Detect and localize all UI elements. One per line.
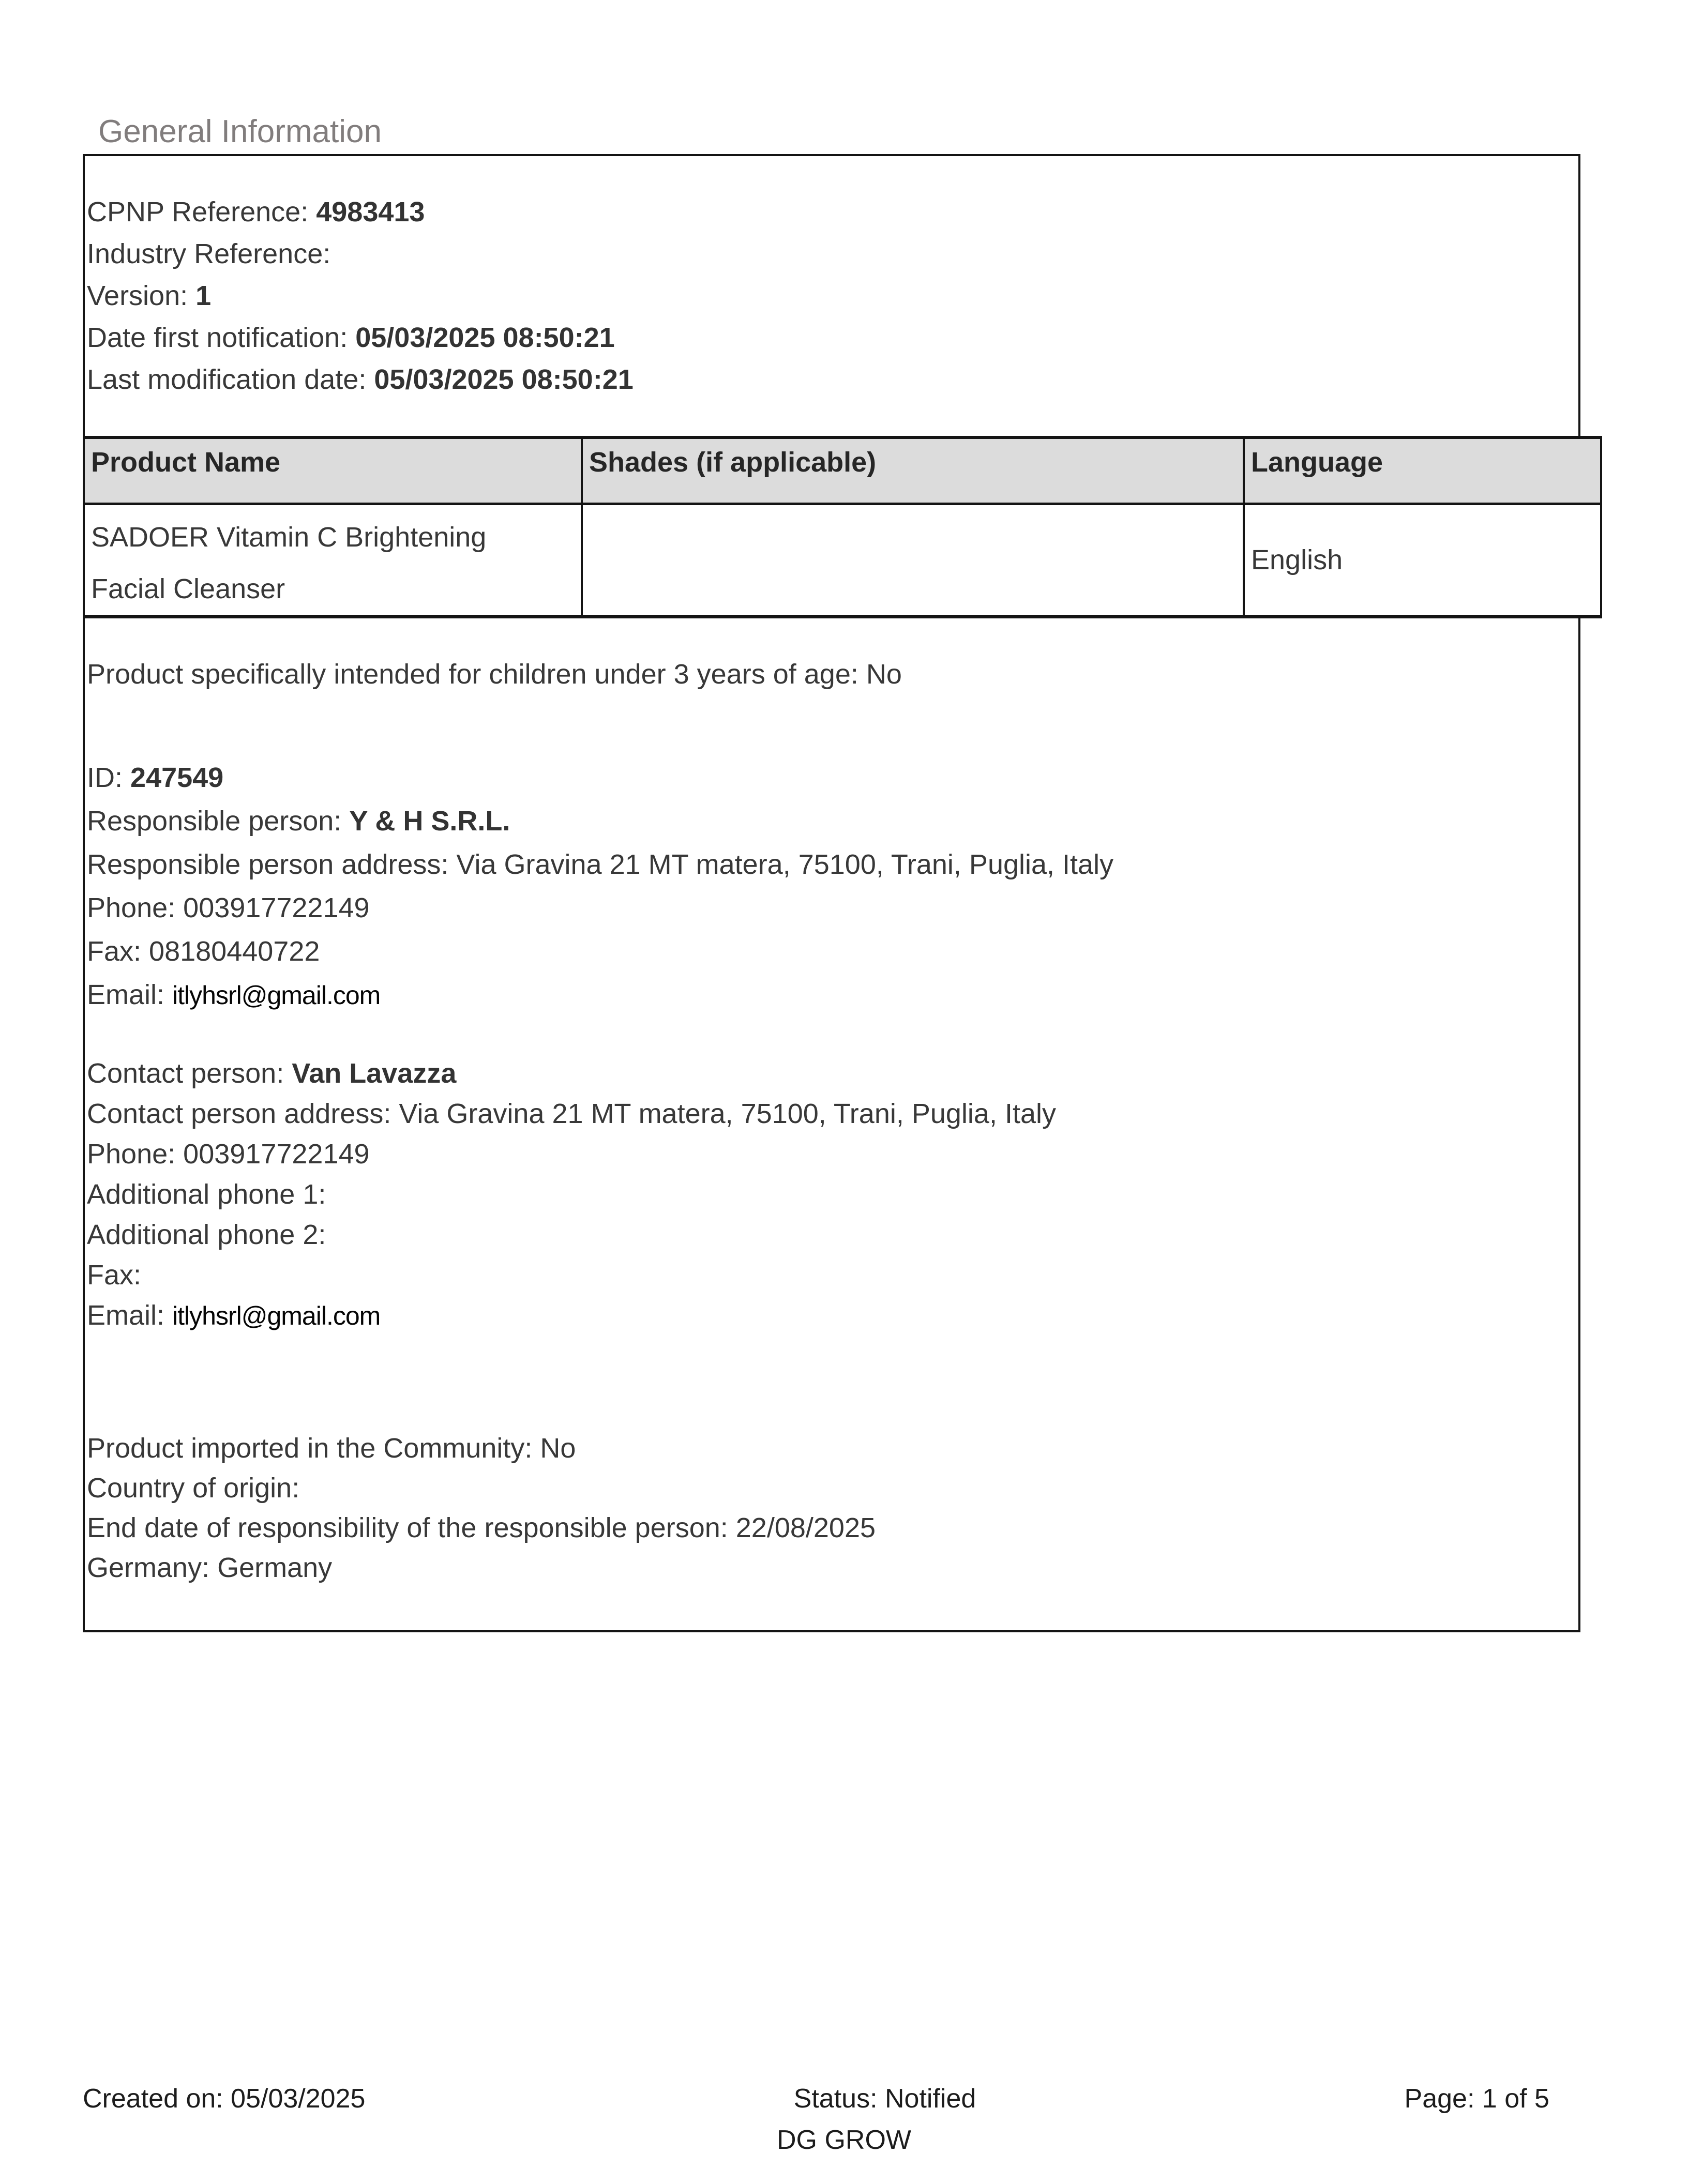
field-industry-reference [87, 233, 634, 275]
contact-person-block [87, 1053, 1056, 1336]
field-email [87, 973, 1113, 1017]
field-label: Fax: [87, 936, 149, 967]
footer-created-on: Created on: 05/03/2025 [83, 2084, 366, 2114]
field-value: Y & H S.R.L. [349, 806, 510, 837]
field-label: Last modification date: [87, 364, 374, 395]
responsible-person-block [87, 756, 1113, 1017]
field-value: 05/03/2025 08:50:21 [374, 364, 634, 395]
field-label: Email: [87, 979, 173, 1010]
field-contact-person-address [87, 1094, 1056, 1134]
field-children-under-3 [87, 654, 902, 695]
field-label: Product imported in the Community: [87, 1433, 540, 1464]
field-label: Email: [87, 1300, 173, 1331]
field-contact-person [87, 1053, 1056, 1094]
field-contact-email [87, 1295, 1056, 1336]
product-table-header-row [84, 437, 1601, 504]
column-header-product-name: Product Name [84, 437, 582, 504]
field-responsible-person [87, 799, 1113, 843]
footer-organisation: DG GROW [777, 2125, 911, 2155]
field-label: Additional phone 1: [87, 1179, 334, 1210]
page-footer [83, 2083, 1549, 2114]
field-label: Responsible person address: [87, 849, 457, 880]
field-last-modification-date [87, 359, 634, 401]
field-value: 22/08/2025 [735, 1512, 876, 1543]
product-name-cell [84, 504, 582, 617]
field-value: 003917722149 [183, 1139, 370, 1170]
field-label: End date of responsibility of the responsible person: [87, 1512, 736, 1543]
field-label: Country of origin: [87, 1473, 308, 1504]
page-title: General Information [98, 114, 382, 149]
field-label: Additional phone 2: [87, 1219, 334, 1250]
field-label: Responsible person: [87, 806, 350, 837]
field-label: Germany: [87, 1552, 218, 1583]
language-cell: English [1244, 504, 1601, 617]
field-value: 003917722149 [183, 892, 370, 923]
importation-block [87, 1429, 876, 1588]
field-germany [87, 1548, 876, 1588]
product-table [83, 436, 1602, 618]
field-label: Version: [87, 280, 196, 311]
field-value: Van Lavazza [292, 1058, 457, 1089]
column-header-language: Language [1244, 437, 1601, 504]
field-value: 4983413 [316, 196, 425, 228]
field-contact-fax [87, 1255, 1056, 1295]
field-label: CPNP Reference: [87, 196, 317, 228]
field-value: 247549 [130, 762, 224, 793]
field-additional-phone-2 [87, 1215, 1056, 1255]
field-label: Phone: [87, 892, 184, 923]
field-version [87, 275, 634, 317]
field-country-of-origin [87, 1468, 876, 1508]
field-value: No [540, 1433, 576, 1464]
field-responsible-person-address [87, 843, 1113, 886]
field-date-first-notification [87, 317, 634, 359]
field-end-date-of-responsibility [87, 1508, 876, 1548]
field-label: Fax: [87, 1260, 149, 1291]
email-value: itlyhsrl@gmail.com [172, 1301, 381, 1330]
shades-cell [582, 504, 1244, 617]
field-product-imported [87, 1429, 876, 1468]
field-phone [87, 886, 1113, 930]
field-label: Industry Reference: [87, 238, 339, 269]
field-value: 1 [195, 280, 212, 311]
column-header-shades: Shades (if applicable) [582, 437, 1244, 504]
field-additional-phone-1 [87, 1174, 1056, 1215]
field-label: Contact person address: [87, 1098, 399, 1129]
field-contact-phone [87, 1134, 1056, 1174]
footer-status: Status: Notified [793, 2084, 976, 2114]
field-cpnp-reference [87, 191, 634, 233]
field-value: 08180440722 [149, 936, 320, 967]
field-label: Phone: [87, 1139, 184, 1170]
field-value: Via Gravina 21 MT matera, 75100, Trani, Puglia, Italy [456, 849, 1114, 880]
field-label: ID: [87, 762, 131, 793]
product-table-row [84, 504, 1601, 617]
email-value: itlyhsrl@gmail.com [172, 981, 381, 1010]
field-value: No [866, 659, 902, 690]
product-name-line: SADOER Vitamin C Brightening [91, 522, 487, 553]
field-id [87, 756, 1113, 799]
field-fax [87, 930, 1113, 973]
field-value: 05/03/2025 08:50:21 [355, 322, 615, 353]
field-value: Germany [217, 1552, 333, 1583]
product-name-line: Facial Cleanser [91, 573, 285, 604]
field-value: Via Gravina 21 MT matera, 75100, Trani, Puglia, Italy [399, 1098, 1057, 1129]
footer-page-number: Page: 1 of 5 [1404, 2084, 1549, 2114]
notification-reference-block [87, 191, 634, 401]
field-label: Date first notification: [87, 322, 356, 353]
field-label: Contact person: [87, 1058, 292, 1089]
field-label: Product specifically intended for children under 3 years of age: [87, 659, 866, 690]
